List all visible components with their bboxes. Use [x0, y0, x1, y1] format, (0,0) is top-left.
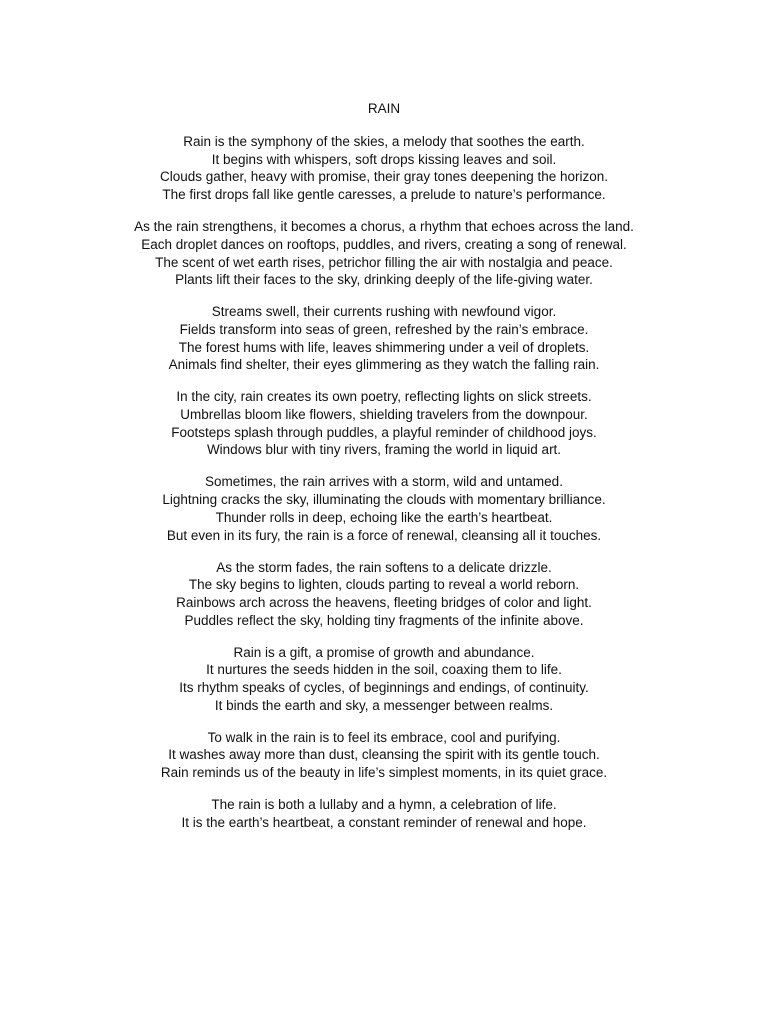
poem-stanza	[0, 388, 768, 459]
poem-line: It is the earth’s heartbeat, a constant reminder of renewal and hope.	[181, 814, 587, 830]
poem-line: As the storm fades, the rain softens to a delicate drizzle.	[216, 559, 552, 575]
poem-line: Footsteps splash through puddles, a playful reminder of childhood joys.	[171, 424, 597, 440]
poem-line: It washes away more than dust, cleansing the spirit with its gentle touch.	[168, 747, 600, 763]
poem-line: Puddles reflect the sky, holding tiny fragments of the infinite above.	[184, 612, 584, 628]
poem-line: It nurtures the seeds hidden in the soil, coaxing them to life.	[206, 662, 562, 678]
poem-line: Rain is the symphony of the skies, a melody that soothes the earth.	[183, 134, 585, 149]
poem-line: Windows blur with tiny rivers, framing the world in liquid art.	[206, 442, 562, 458]
poem-line: But even in its fury, the rain is a force of renewal, cleansing all it touches.	[166, 527, 602, 543]
poem-stanza	[0, 218, 768, 289]
poem-stanza	[0, 729, 768, 782]
poem-line: The first drops fall like gentle caresses, a prelude to nature’s performance.	[162, 187, 606, 203]
poem-stanza	[0, 473, 768, 544]
poem-line: Rainbows arch across the heavens, fleeting bridges of color and light.	[176, 594, 592, 610]
poem-line: As the rain strengthens, it becomes a chorus, a rhythm that echoes across the land.	[134, 219, 634, 235]
poem-line: Rain reminds us of the beauty in life’s simplest moments, in its quiet grace.	[160, 765, 608, 781]
poem-line: Umbrellas bloom like flowers, shielding travelers from the downpour.	[180, 407, 588, 423]
poem-line: Each droplet dances on rooftops, puddles, and rivers, creating a song of renewal.	[141, 236, 627, 252]
poem-body	[0, 133, 768, 846]
poem-line: Rain is a gift, a promise of growth and abundance.	[233, 644, 535, 660]
poem-line: It begins with whispers, soft drops kissing leaves and soil.	[211, 151, 557, 167]
poem-title: RAIN	[367, 101, 401, 116]
poem-stanza	[0, 133, 768, 204]
poem-line: Lightning cracks the sky, illuminating the clouds with momentary brilliance.	[162, 492, 606, 508]
poem-line: Fields transform into seas of green, refreshed by the rain’s embrace.	[179, 321, 589, 337]
poem-line: Clouds gather, heavy with promise, their gray tones deepening the horizon.	[159, 169, 609, 185]
poem-line: The rain is both a lullaby and a hymn, a celebration of life.	[211, 797, 557, 813]
poem-line: Plants lift their faces to the sky, drinking deeply of the life-giving water.	[175, 272, 593, 288]
poem-line: In the city, rain creates its own poetry, reflecting lights on slick streets.	[176, 389, 592, 405]
poem-line: Streams swell, their currents rushing with newfound vigor.	[211, 304, 557, 320]
poem-stanza	[0, 559, 768, 630]
poem-line: To walk in the rain is to feel its embrace, cool and purifying.	[207, 729, 561, 745]
poem-line: The sky begins to lighten, clouds parting to reveal a world reborn.	[188, 577, 580, 593]
poem-line: The scent of wet earth rises, petrichor filling the air with nostalgia and peace.	[155, 254, 613, 270]
poem-stanza	[0, 644, 768, 715]
poem-line: Its rhythm speaks of cycles, of beginnings and endings, of continuity.	[179, 680, 589, 696]
poem-stanza	[0, 796, 768, 831]
poem-line: Thunder rolls in deep, echoing like the earth’s heartbeat.	[215, 509, 553, 525]
poem-line: It binds the earth and sky, a messenger between realms.	[214, 697, 554, 713]
poem-stanza	[0, 303, 768, 374]
poem-line: The forest hums with life, leaves shimmering under a veil of droplets.	[178, 339, 590, 355]
poem-line: Animals find shelter, their eyes glimmering as they watch the falling rain.	[168, 357, 600, 373]
poem-line: Sometimes, the rain arrives with a storm, wild and untamed.	[205, 474, 563, 490]
